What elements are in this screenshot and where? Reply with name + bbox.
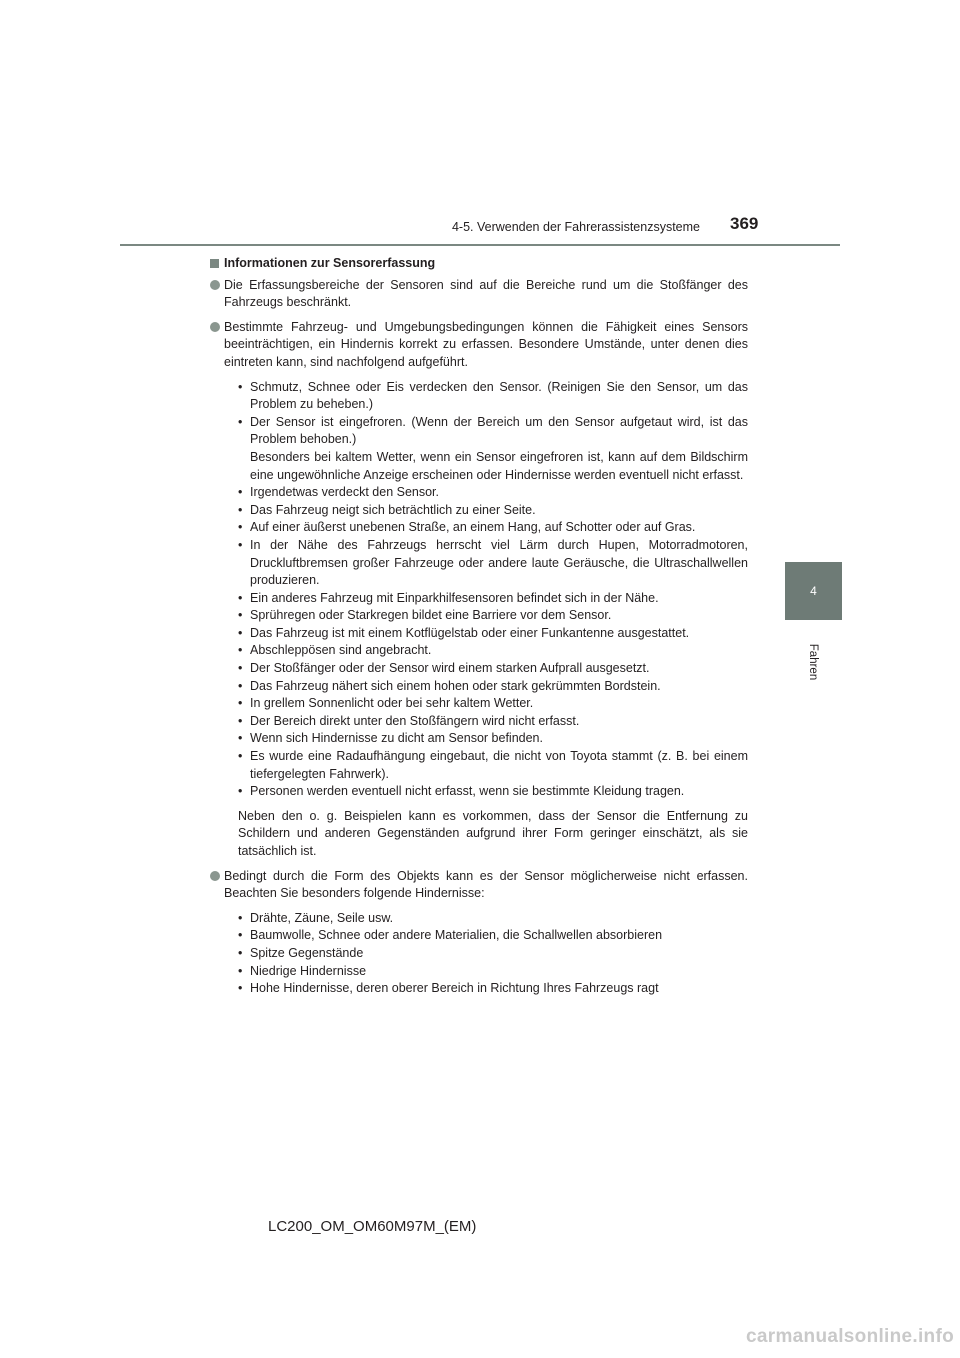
list-item-text: Es wurde eine Radaufhängung eingebaut, die nicht von Toyota stammt (z. B. bei einem tiefergelegten Fahrwerk). [250, 749, 748, 781]
circle-bullet-icon [210, 280, 220, 290]
bullet-icon: • [238, 414, 243, 429]
list-item-text: Irgendetwas verdeckt den Sensor. [250, 485, 440, 500]
paragraph-conditions [210, 319, 748, 372]
list-item [238, 502, 748, 520]
list-item [238, 519, 748, 537]
bullet-icon: • [238, 981, 243, 996]
list-item [238, 945, 748, 963]
paragraph-text: Bedingt durch die Form des Objekts kann es der Sensor möglicherweise nicht erfassen. Beachten Sie besonders folgende Hindernisse: [224, 868, 748, 901]
list-item [238, 379, 748, 414]
bullet-icon: • [238, 713, 243, 728]
list-item [238, 484, 748, 502]
list-item [238, 642, 748, 660]
paragraph-text: Bestimmte Fahrzeug- und Umgebungsbedingungen können die Fähigkeit eines Sensors beeinträchtigen, ein Hindernis korrekt zu erfassen. Besondere Umstände, unter denen dies eintreten kann, sind nachfolgend aufgeführt. [224, 319, 748, 369]
list-item [238, 590, 748, 608]
list-item-text: Sprühregen oder Starkregen bildet eine Barriere vor dem Sensor. [250, 608, 612, 623]
list-item [238, 713, 748, 731]
square-bullet-icon [210, 259, 219, 268]
list-item [238, 537, 748, 590]
list-item-text: Das Fahrzeug neigt sich beträchtlich zu einer Seite. [250, 502, 536, 517]
main-content [210, 255, 748, 1005]
paragraph-object-shape [210, 868, 748, 903]
paragraph-detection-range [210, 277, 748, 312]
list-item-text: Der Sensor ist eingefroren. (Wenn der Bereich um den Sensor aufgetaut wird, ist das Problem behoben.) [250, 414, 748, 447]
bullet-icon: • [238, 625, 243, 640]
chapter-number: 4 [810, 584, 817, 598]
bullet-icon: • [238, 379, 243, 394]
bullet-icon: • [238, 502, 243, 517]
bullet-icon: • [238, 928, 243, 943]
bullet-icon: • [238, 678, 243, 693]
paragraph-text: Die Erfassungsbereiche der Sensoren sind auf die Bereiche rund um die Stoßfänger des Fahrzeugs beschränkt. [224, 277, 748, 310]
list-item-text: Das Fahrzeug ist mit einem Kotflügelstab oder einer Funkantenne ausgestattet. [250, 625, 690, 640]
bullet-icon: • [238, 485, 243, 500]
list-item [238, 927, 748, 945]
bullet-icon: • [238, 963, 243, 978]
bullet-icon: • [238, 910, 243, 925]
bullet-icon: • [238, 749, 243, 764]
section-heading [210, 255, 748, 273]
list-item-text: Wenn sich Hindernisse zu dicht am Sensor befinden. [250, 731, 543, 746]
list-item [238, 963, 748, 981]
list-item [238, 607, 748, 625]
list-item [238, 730, 748, 748]
list-item [238, 783, 748, 801]
bullet-icon: • [238, 520, 243, 535]
list-item-text: Personen werden eventuell nicht erfasst, wenn sie bestimmte Kleidung tragen. [250, 784, 685, 799]
list-item [238, 678, 748, 696]
list-item [238, 625, 748, 643]
list-item [238, 414, 748, 484]
list-item [238, 660, 748, 678]
section-heading-text: Informationen zur Sensorerfassung [224, 256, 436, 270]
bullet-icon: • [238, 945, 243, 960]
list-item-text: Drähte, Zäune, Seile usw. [250, 910, 394, 925]
list-item-text: In grellem Sonnenlicht oder bei sehr kaltem Wetter. [250, 696, 534, 711]
bullet-icon: • [238, 537, 243, 552]
section-title: 4-5. Verwenden der Fahrerassistenzsysteme [451, 220, 700, 234]
list-item-text: Spitze Gegenstände [250, 945, 364, 960]
list-item [238, 695, 748, 713]
bullet-icon: • [238, 643, 243, 658]
chapter-title: Fahren [807, 643, 820, 681]
list-item-text: Ein anderes Fahrzeug mit Einparkhilfesensoren befindet sich in der Nähe. [250, 590, 659, 605]
paragraph-distance-note: Neben den o. g. Beispielen kann es vorkommen, dass der Sensor die Entfernung zu Schildern und anderen Gegenständen aufgrund ihrer Form geringer einschätzt, als sie tatsächlich ist. [238, 808, 748, 858]
circle-bullet-icon [210, 871, 220, 881]
watermark: carmanualsonline.info [746, 1326, 954, 1347]
list-item-text: Niedrige Hindernisse [250, 963, 367, 978]
list-item-note: Besonders bei kaltem Wetter, wenn ein Sensor eingefroren ist, kann auf dem Bildschirm eine ungewöhnliche Anzeige erscheinen oder Hindernisse werden eventuell nicht erfasst. [250, 449, 748, 482]
bullet-icon: • [238, 696, 243, 711]
list-item [238, 910, 748, 928]
list-item-text: Auf einer äußerst unebenen Straße, an einem Hang, auf Schotter oder auf Gras. [250, 520, 696, 535]
bullet-icon: • [238, 731, 243, 746]
list-item-text: Schmutz, Schnee oder Eis verdecken den Sensor. (Reinigen Sie den Sensor, um das Problem zu beheben.) [250, 379, 748, 412]
list-item-text: Der Bereich direkt unter den Stoßfängern wird nicht erfasst. [250, 713, 580, 728]
conditions-list [238, 379, 748, 801]
list-item [238, 748, 748, 783]
list-item-text: Das Fahrzeug nähert sich einem hohen oder stark gekrümmten Bordstein. [250, 678, 661, 693]
obstacles-list [238, 910, 748, 998]
chapter-tab [785, 562, 842, 620]
bullet-icon: • [238, 784, 243, 799]
circle-bullet-icon [210, 322, 220, 332]
list-item-text: Hohe Hindernisse, deren oberer Bereich in Richtung Ihres Fahrzeugs ragt [250, 981, 659, 996]
page-number: 369 [730, 214, 759, 233]
bullet-icon: • [238, 608, 243, 623]
bullet-icon: • [238, 590, 243, 605]
list-item-text: Abschleppösen sind angebracht. [250, 643, 432, 658]
header-divider [120, 244, 840, 246]
document-code: LC200_OM_OM60M97M_(EM) [268, 1218, 477, 1235]
bullet-icon: • [238, 661, 243, 676]
chapter-name [785, 632, 842, 692]
list-item [238, 980, 748, 998]
list-item-text: In der Nähe des Fahrzeugs herrscht viel Lärm durch Hupen, Motorradmotoren, Druckluftbremsen großer Fahrzeuge oder andere laute Geräusche, die Ultraschallwellen produzieren. [250, 537, 748, 588]
list-item-text: Baumwolle, Schnee oder andere Materialien, die Schallwellen absorbieren [250, 928, 663, 943]
list-item-text: Der Stoßfänger oder der Sensor wird einem starken Aufprall ausgesetzt. [250, 661, 650, 676]
